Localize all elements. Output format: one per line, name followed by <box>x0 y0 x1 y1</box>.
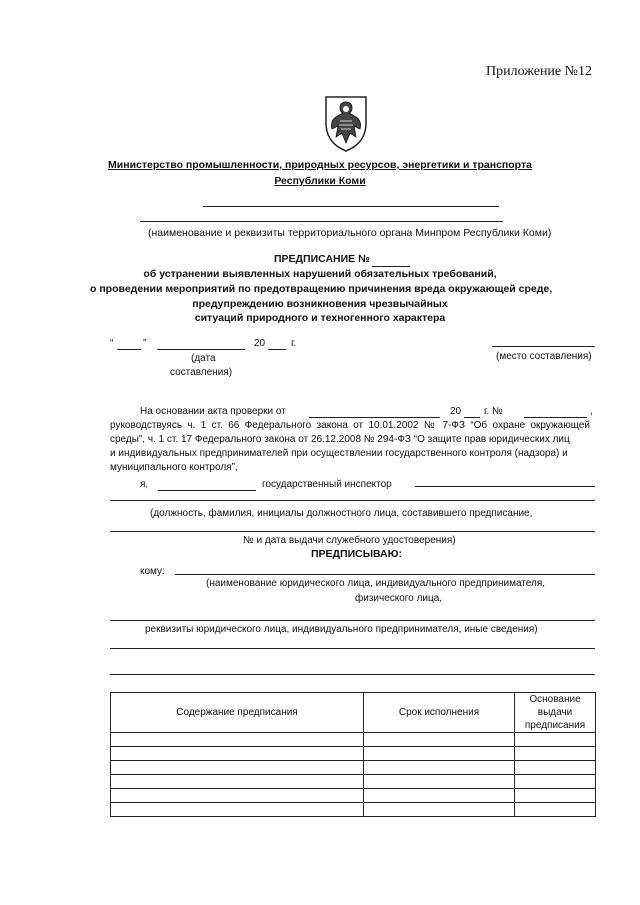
act-number-field[interactable] <box>524 417 587 418</box>
subtitle-line-4: ситуаций природного и техногенного характера <box>194 312 446 324</box>
table-row <box>111 747 596 761</box>
date-quote-open: “ <box>110 338 114 349</box>
subtitle-line-3: предупреждению возникновения чрезвычайных <box>192 298 448 310</box>
table-row <box>111 761 596 775</box>
content-cell[interactable] <box>111 803 364 817</box>
inspector-name-field[interactable] <box>158 490 256 491</box>
act-line-end: , <box>590 406 593 417</box>
act-date-field[interactable] <box>309 417 440 418</box>
to-whom-label: кому: <box>140 566 165 577</box>
prescription-title: ПРЕДПИСАНИЕ № <box>274 253 370 265</box>
inspector-details-line-2[interactable] <box>110 531 595 532</box>
inspector-role-field[interactable] <box>415 486 595 487</box>
inspector-i-label: я, <box>140 479 149 490</box>
basis-cell[interactable] <box>515 761 596 775</box>
to-whom-details-line-1[interactable] <box>110 620 595 621</box>
content-cell[interactable] <box>111 775 364 789</box>
table-header-row <box>111 693 596 733</box>
date-year-prefix: 20 <box>254 338 266 349</box>
table-row <box>111 733 596 747</box>
subtitle-line-1: об устранении выявленных нарушений обязательных требований, <box>143 268 497 280</box>
deadline-cell[interactable] <box>364 761 515 775</box>
date-year-field[interactable] <box>268 349 286 350</box>
basis-line-5: муниципального контроля”, <box>110 462 238 473</box>
komi-coat-of-arms-icon <box>320 93 372 153</box>
column-header-deadline: Срок исполнения <box>364 693 515 733</box>
date-day-field[interactable] <box>117 349 141 350</box>
table-row <box>111 789 596 803</box>
content-cell[interactable] <box>111 761 364 775</box>
basis-cell[interactable] <box>515 803 596 817</box>
date-month-field[interactable] <box>157 349 245 350</box>
column-header-basis: Основание выдачи предписания <box>515 693 596 733</box>
deadline-cell[interactable] <box>364 747 515 761</box>
table-row <box>111 775 596 789</box>
to-whom-details-line-3[interactable] <box>110 674 595 675</box>
date-year-suffix: г. <box>291 338 297 349</box>
act-year-field[interactable] <box>464 417 480 418</box>
deadline-cell[interactable] <box>364 789 515 803</box>
basis-line-4: и индивидуальных предпринимателей при осуществлении государственного контроля (надзора) и <box>110 448 568 459</box>
inspector-details-line-1[interactable] <box>110 500 595 501</box>
place-field[interactable] <box>492 346 595 347</box>
inspector-role: государственный инспектор <box>262 479 392 490</box>
content-cell[interactable] <box>111 789 364 803</box>
deadline-cell[interactable] <box>364 775 515 789</box>
prescribe-heading: ПРЕДПИСЫВАЮ: <box>311 548 402 560</box>
territorial-organ-line-2[interactable] <box>140 221 503 222</box>
basis-line-2: руководствуясь ч. 1 ст. 66 Федерального закона от 10.01.2002 № 7-ФЗ “Об охране окружающей <box>110 420 590 431</box>
subtitle-line-2: о проведении мероприятий по предотвращению причинения вреда окружающей среде, <box>90 283 553 295</box>
place-caption: (место составления) <box>496 351 592 362</box>
prescription-number-field[interactable] <box>372 266 410 267</box>
inspector-caption-1: (должность, фамилия, инициалы должностного лица, составившего предписание, <box>150 508 533 519</box>
table-row <box>111 803 596 817</box>
ministry-name: Министерство промышленности, природных ресурсов, энергетики и транспорта Республики Коми <box>108 159 532 187</box>
date-caption-2: составления) <box>170 367 233 378</box>
basis-line-3: среды”, ч. 1 ст. 17 Федерального закона от 26.12.2008 № 294-ФЗ “О защите прав юридических лиц <box>110 434 570 445</box>
to-whom-field[interactable] <box>175 574 595 575</box>
to-whom-caption-2: физического лица, <box>355 593 443 604</box>
appendix-label: Приложение №12 <box>486 64 592 79</box>
deadline-cell[interactable] <box>364 803 515 817</box>
basis-cell[interactable] <box>515 733 596 747</box>
act-number-label: г. № <box>484 406 503 417</box>
territorial-organ-caption: (наименование и реквизиты территориального органа Минпром Республики Коми) <box>148 227 552 239</box>
to-whom-details-line-2[interactable] <box>110 648 595 649</box>
date-caption-1: (дата <box>191 353 216 364</box>
deadline-cell[interactable] <box>364 733 515 747</box>
column-header-content: Содержание предписания <box>111 693 364 733</box>
to-whom-caption-3: реквизиты юридического лица, индивидуального предпринимателя, иные сведения) <box>145 624 538 635</box>
inspector-caption-2: № и дата выдачи служебного удостоверения) <box>243 535 456 546</box>
basis-cell[interactable] <box>515 775 596 789</box>
territorial-organ-line-1[interactable] <box>203 206 499 207</box>
content-cell[interactable] <box>111 733 364 747</box>
basis-cell[interactable] <box>515 789 596 803</box>
to-whom-caption-1: (наименование юридического лица, индивидуального предпринимателя, <box>206 578 546 589</box>
prescription-table <box>110 692 596 817</box>
basis-cell[interactable] <box>515 747 596 761</box>
content-cell[interactable] <box>111 747 364 761</box>
basis-prefix: На основании акта проверки от <box>140 406 286 417</box>
date-quote-close: ” <box>143 338 147 349</box>
act-year-prefix: 20 <box>450 406 462 417</box>
